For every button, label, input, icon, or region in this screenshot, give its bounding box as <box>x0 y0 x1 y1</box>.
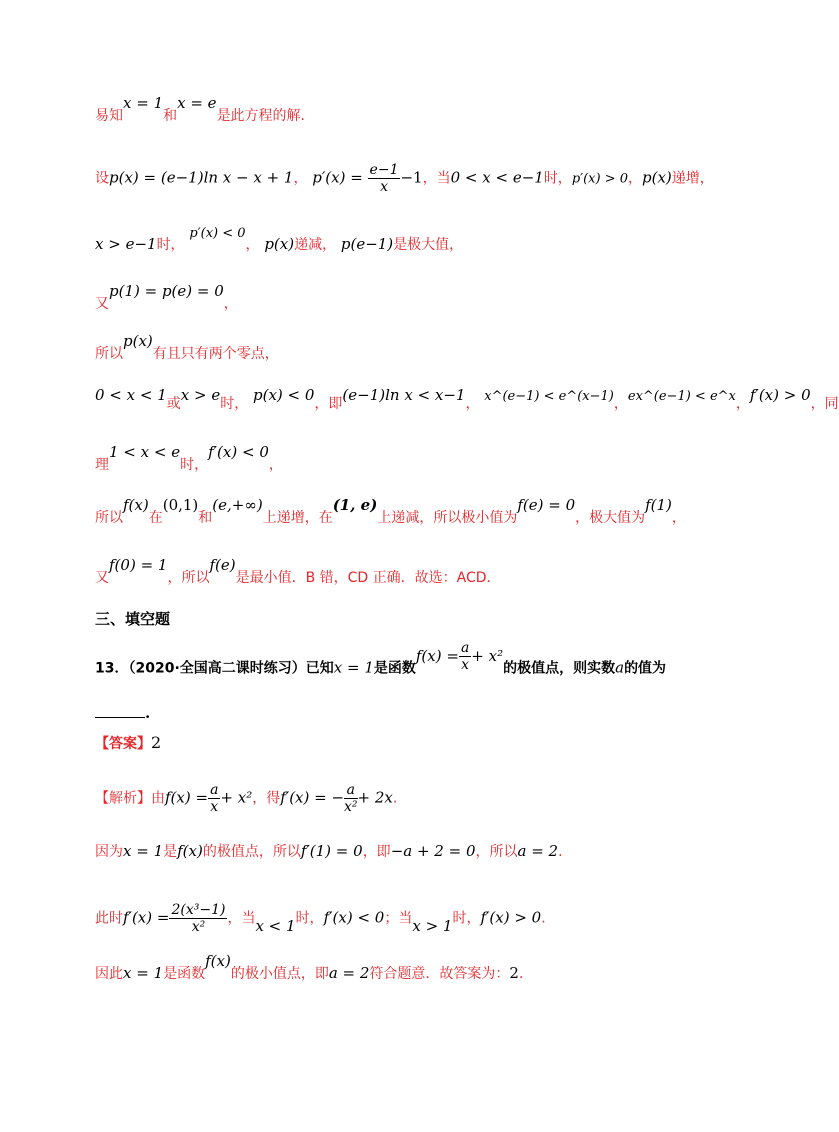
math: f(x) <box>177 842 203 860</box>
text: 此时 <box>95 910 123 927</box>
denominator: x² <box>344 799 358 815</box>
math: f(x) = <box>415 646 459 665</box>
math: p(x) <box>123 332 153 350</box>
text: ，极大值为 <box>575 510 646 526</box>
math: f(e) = 0 <box>517 496 576 514</box>
text: 设 <box>95 170 109 187</box>
solution-line-8 <box>95 496 740 529</box>
solution-line-11 <box>95 902 740 935</box>
denominator: x² <box>191 919 206 935</box>
denominator: x <box>210 799 219 815</box>
math: −1 <box>400 168 423 187</box>
numerator: a <box>460 640 470 656</box>
text: ， <box>735 396 750 412</box>
question-13 <box>95 640 740 685</box>
text: 易知 <box>95 108 123 124</box>
math: p(x) <box>264 235 295 253</box>
fraction <box>368 162 401 195</box>
text: 时， <box>452 910 481 927</box>
math: −a + 2 = 0 <box>390 842 476 860</box>
text: 的值为 <box>624 660 667 677</box>
numerator: a <box>344 782 358 799</box>
math: p′(x) > 0 <box>571 171 628 187</box>
denominator: x <box>461 657 470 673</box>
text: ，所以 <box>167 570 210 586</box>
math: + x² <box>220 788 253 807</box>
text: ；当 <box>384 910 413 927</box>
math: + 2x <box>357 788 393 807</box>
math: x = e <box>177 94 217 112</box>
numerator: 2(x³−1) <box>171 902 226 918</box>
fraction <box>344 782 358 815</box>
text: . <box>145 704 151 722</box>
math: x = 1 <box>333 658 374 677</box>
math: ex^(e−1) < e^x <box>627 389 736 404</box>
text: 所以 <box>95 346 123 362</box>
solution-line-4 <box>95 282 740 315</box>
math: 0 < x < 1 <box>95 386 167 404</box>
text: 是函数 <box>163 966 206 982</box>
text: 时， <box>220 396 249 412</box>
text: 在 <box>148 510 163 526</box>
solution-line-1 <box>95 94 740 127</box>
numerator: e−1 <box>369 162 399 178</box>
math: x > 1 <box>412 916 453 935</box>
answer-label: 【答案】 <box>95 736 151 752</box>
math: x > e <box>180 386 221 404</box>
text: ， <box>223 296 238 312</box>
math: f(x) = <box>165 788 209 807</box>
math: p(e−1) <box>340 235 394 253</box>
text: ， <box>268 457 283 473</box>
math: 0 < x < e−1 <box>450 168 544 187</box>
math: a <box>615 658 625 677</box>
math: (e,+∞) <box>212 496 263 514</box>
text: 递增， <box>671 170 714 187</box>
math: x = 1 <box>123 964 164 982</box>
text: ， <box>613 396 628 412</box>
solution-line-6 <box>95 384 839 412</box>
answer-blank-line <box>95 702 740 724</box>
text: ，即 <box>362 844 391 860</box>
text: ， <box>293 170 308 187</box>
math: p(x) < 0 <box>253 386 315 404</box>
text: . <box>392 790 398 807</box>
text: 时， <box>543 170 572 187</box>
denominator: x <box>380 179 388 195</box>
analysis-line <box>95 782 740 815</box>
text: 符合题意．故答案为： <box>369 966 510 982</box>
text: 是 <box>163 844 178 860</box>
math: f(e) <box>209 556 236 574</box>
math: p(x) = (e−1)ln x − x + 1 <box>109 168 294 187</box>
math: (0,1) <box>162 496 199 514</box>
solution-line-2 <box>95 162 740 195</box>
text: ， <box>245 237 260 253</box>
math: x < 1 <box>255 916 296 935</box>
numerator: a <box>210 782 219 798</box>
math: f′(x) > 0 <box>749 386 811 404</box>
text: 因为 <box>95 844 123 860</box>
text: 的极小值点，即 <box>230 966 329 982</box>
math: x > e−1 <box>95 235 157 253</box>
math: (1, e) <box>332 496 378 514</box>
text: 所以 <box>95 510 123 526</box>
math: x = 1 <box>123 842 164 860</box>
text: 是最小值．B 错，CD 正确．故选：ACD． <box>235 570 501 586</box>
math: x^(e−1) < e^(x−1) <box>484 389 614 404</box>
text: ，当 <box>422 170 451 187</box>
solution-line-9 <box>95 556 740 589</box>
math: f′(x) > 0 <box>480 908 542 927</box>
text: 是此方程的解. <box>216 108 306 124</box>
math: f′(x) < 0 <box>208 443 269 461</box>
text: 又 <box>95 570 109 586</box>
text: ， <box>465 396 480 412</box>
math: (e−1)ln x < x−1 <box>342 386 466 404</box>
text: 上递增，在 <box>262 510 333 526</box>
math: f′(x) = − <box>280 788 345 807</box>
text: 时， <box>156 237 185 253</box>
text: 和 <box>198 510 213 526</box>
solution-line-3 <box>95 226 740 257</box>
text: 的极值点，所以 <box>202 844 301 860</box>
fraction <box>169 902 227 935</box>
text: 因此 <box>95 966 123 982</box>
math: f(0) = 1 <box>109 556 168 574</box>
math: f′(x) = <box>123 908 170 927</box>
text: 上递减，所以极小值为 <box>377 510 518 526</box>
answer-value: 2 <box>151 733 162 752</box>
math: 2 <box>509 964 519 982</box>
solution-line-12 <box>95 952 740 985</box>
text: 理 <box>95 457 109 473</box>
solution-line-7 <box>95 443 740 476</box>
text: 【解析】由 <box>95 790 165 807</box>
text: 又 <box>95 296 109 312</box>
answer-blank[interactable] <box>95 703 145 718</box>
math: p(1) = p(e) = 0 <box>109 282 224 300</box>
math: f(1) <box>645 496 672 514</box>
text: ， <box>671 510 686 526</box>
math: x = 1 <box>123 94 164 112</box>
fraction <box>459 640 471 673</box>
text: 时， <box>295 910 324 927</box>
math: f′(1) = 0 <box>300 842 363 860</box>
math: a = 2 <box>328 964 370 982</box>
text: . <box>541 910 546 927</box>
math: 1 < x < e <box>109 443 181 461</box>
math: a = 2 <box>517 842 559 860</box>
text: ，所以 <box>475 844 518 860</box>
math: + x² <box>471 646 504 665</box>
math: f(x) <box>205 952 231 970</box>
text: 是极大值， <box>393 237 464 253</box>
math: p′(x) = <box>312 168 363 187</box>
text: ， <box>628 170 642 187</box>
text: ，得 <box>252 790 281 807</box>
text: . <box>558 844 563 860</box>
text: 的极值点，则实数 <box>503 660 616 677</box>
solution-line-5 <box>95 332 740 365</box>
solution-line-10 <box>95 840 740 863</box>
section-heading: 三、填空题 <box>95 610 171 628</box>
math: f′(x) < 0 <box>323 908 385 927</box>
text: 13．（2020·全国高二课时练习）已知 <box>95 660 334 677</box>
text: 有且只有两个零点， <box>152 346 279 362</box>
text: 递减， <box>294 237 337 253</box>
text: 或 <box>166 396 181 412</box>
answer-line <box>95 732 740 755</box>
text: 时， <box>180 457 209 473</box>
text: ，即 <box>314 396 343 412</box>
math: f(x) <box>123 496 149 514</box>
text: ，当 <box>227 910 256 927</box>
text: ，同 <box>810 396 839 412</box>
text: . <box>518 966 524 982</box>
fraction <box>208 782 220 815</box>
math: p(x) <box>642 168 672 187</box>
text: 和 <box>163 108 178 124</box>
math: p′(x) < 0 <box>189 226 246 241</box>
text: 是函数 <box>373 660 416 677</box>
